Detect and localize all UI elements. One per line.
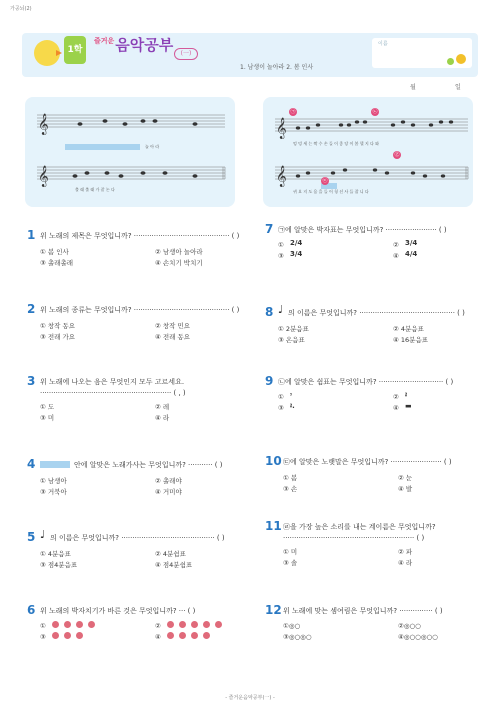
questions_left-question-text-1: 위 노래의 제목은 무엇입니까? ··········································· ( ): [40, 232, 240, 240]
questions_right-option-12-4[interactable]: ④◎○○◎○○: [398, 633, 438, 641]
questions_left-question-text-6: 위 노래의 박자치기가 바른 것은 무엇입니까? ··· ( ): [40, 607, 196, 615]
questions_right-question-number-10: 10: [265, 454, 282, 468]
marker-d: ㉣: [394, 152, 400, 158]
clap-icon: [88, 621, 95, 628]
questions_right-option-glyph-9-2: 𝄽: [405, 391, 408, 399]
questions_left-question-number-1: 1: [27, 228, 36, 242]
unit-subtitle: 1. 남생이 놀아라 2. 봄 인사: [240, 64, 314, 71]
questions_right-question-number-7: 7: [265, 222, 274, 236]
questions_right-question-text-11: ㉣을 가장 높은 소리를 내는 계이름은 무엇입니까?: [283, 523, 436, 531]
questions_right-question-number-11: 11: [265, 519, 282, 533]
questions_right-option-8-1[interactable]: ① 2분음표: [278, 325, 309, 333]
logo-title: [94, 34, 173, 55]
clap-icon: [191, 632, 198, 639]
questions_right-question-text-8: 의 이름은 무엇입니까? ··········································· ( ): [288, 309, 465, 317]
score-left-staff: [25, 97, 235, 207]
logo-pre: 즐거운: [94, 36, 115, 45]
clap-icon: [76, 632, 83, 639]
questions_right-option-9-2[interactable]: ②: [393, 393, 399, 401]
questions_left-question-number-4: 4: [27, 457, 36, 471]
tree-icon: [456, 54, 466, 64]
questions_right-option-10-2[interactable]: ② 눈: [398, 474, 413, 482]
questions_right-option-8-3[interactable]: ③ 온음표: [278, 336, 305, 344]
logo-main: 음악공부: [115, 36, 174, 54]
quarter-note-icon: ♩: [278, 303, 284, 316]
quarter-note-icon: ♩: [40, 528, 46, 541]
questions_right-option-11-3[interactable]: ③ 솔: [283, 559, 298, 567]
blank-box: [40, 461, 70, 468]
score-left-lyric-2: 촐 래 촐 래 가 잘 논 다: [75, 187, 115, 192]
questions_right-question-text-7: ㉠에 알맞은 박자표는 무엇입니까? ······················· ( ): [278, 226, 447, 234]
name-label: 이름: [378, 41, 388, 47]
questions_right-option-11-4[interactable]: ④ 라: [398, 559, 413, 567]
questions_right-question-number-8: 8: [265, 305, 274, 319]
questions_right-option-11-2[interactable]: ② 파: [398, 548, 413, 556]
clap-icon: [215, 621, 222, 628]
questions_left-option-6-2[interactable]: ②: [155, 622, 161, 630]
clap-icon: [64, 632, 71, 639]
clap-icon: [64, 621, 71, 628]
questions_left-option-4-2[interactable]: ② 촐래야: [155, 477, 182, 485]
questions_left-question-text-4: 안에 알맞은 노래가사는 무엇입니까? ··········· ( ): [74, 461, 223, 469]
questions_left-question-number-2: 2: [27, 302, 36, 316]
marker-a: ㉠: [290, 109, 296, 115]
questions_left-option-2-3[interactable]: ③ 전래 가요: [40, 333, 76, 341]
questions_left-option-3-1[interactable]: ① 도: [40, 403, 55, 411]
marker-c: ㉢: [322, 178, 328, 184]
questions_right-option-12-2[interactable]: ②◎○○: [398, 622, 421, 630]
date-month-label: 월: [410, 84, 416, 91]
marker-b: ㉡: [372, 109, 378, 115]
questions_left-option-2-1[interactable]: ① 창작 동요: [40, 322, 76, 330]
questions_left-question-dots-3: ··························································· ( , ): [40, 389, 186, 397]
clap-icon: [203, 621, 210, 628]
clap-icon: [52, 621, 59, 628]
questions_left-option-1-4[interactable]: ④ 손치기 박치기: [155, 259, 203, 267]
questions_left-option-4-4[interactable]: ④ 거미야: [155, 488, 182, 496]
svg-text:𝄞: 𝄞: [38, 166, 49, 187]
questions_right-option-glyph-7-2: 3/4: [405, 239, 418, 247]
questions_right-question-number-12: 12: [265, 603, 282, 617]
questions_right-option-glyph-9-1: 𝄾: [290, 391, 292, 399]
score-panel-left: [25, 97, 235, 207]
questions_right-question-text-9: ㉡에 알맞은 쉼표는 무엇입니까? ····························· ( ): [278, 378, 454, 386]
questions_right-question-text-12: 위 노래에 맞는 셈여림은 무엇입니까? ··············· ( ): [283, 607, 443, 615]
questions_left-option-4-1[interactable]: ① 남생아: [40, 477, 67, 485]
questions_right-option-9-3[interactable]: ③: [278, 404, 284, 412]
questions_right-option-10-4[interactable]: ④ 발: [398, 485, 413, 493]
questions_left-option-3-2[interactable]: ② 레: [155, 403, 170, 411]
svg-text:𝄞: 𝄞: [276, 166, 287, 187]
questions_right-option-glyph-7-3: 3/4: [290, 250, 303, 258]
questions_left-option-5-3[interactable]: ③ 점4분음표: [40, 561, 78, 569]
questions_left-option-4-3[interactable]: ③ 거북아: [40, 488, 67, 496]
clap-icon: [167, 621, 174, 628]
questions_left-option-6-4[interactable]: ④: [155, 633, 161, 641]
svg-text:𝄞: 𝄞: [276, 118, 287, 139]
svg-text:𝄞: 𝄞: [38, 114, 49, 135]
questions_right-option-7-4[interactable]: ④: [393, 252, 399, 260]
grade-badge: 1학: [64, 36, 86, 64]
clap-icon: [76, 621, 83, 628]
questions_left-option-3-3[interactable]: ③ 미: [40, 414, 55, 422]
questions_left-option-2-2[interactable]: ② 창작 민요: [155, 322, 191, 330]
questions_left-option-5-2[interactable]: ② 4분쉼표: [155, 550, 186, 558]
tree-icon-small: [447, 58, 454, 65]
questions_right-option-12-1[interactable]: ①◎○: [283, 622, 301, 630]
questions_right-option-7-1[interactable]: ①: [278, 241, 284, 249]
unit-badge: (一): [174, 48, 198, 60]
questions_right-option-10-1[interactable]: ① 봄: [283, 474, 298, 482]
questions_left-option-6-1[interactable]: ①: [40, 622, 46, 630]
questions_left-question-text-5: 의 이름은 무엇입니까? ·········································· ( ): [50, 534, 225, 542]
questions_right-option-10-3[interactable]: ③ 손: [283, 485, 298, 493]
score-left-lyric-1: 놀 아 라: [145, 144, 160, 149]
clap-icon: [52, 632, 59, 639]
clap-icon: [203, 632, 210, 639]
questions_left-option-6-3[interactable]: ③: [40, 633, 46, 641]
questions_left-question-text-3: 위 노래에 나오는 음은 무엇인지 모두 고르세요.: [40, 378, 185, 386]
questions_right-option-glyph-9-4: ▬: [405, 402, 412, 410]
questions_left-question-number-6: 6: [27, 603, 36, 617]
date-day-label: 일: [455, 84, 461, 91]
questions_right-option-7-3[interactable]: ③: [278, 252, 284, 260]
questions_right-question-dots-11: ··························································· ( ): [283, 534, 425, 542]
questions_left-option-1-2[interactable]: ② 남생아 놀아라: [155, 248, 203, 256]
questions_left-question-text-2: 위 노래의 종류는 무엇입니까? ··········································· ( ): [40, 306, 240, 314]
questions_right-question-number-9: 9: [265, 374, 274, 388]
page-footer: - 즐거운음악공부(一) -: [225, 695, 275, 701]
questions_right-option-8-4[interactable]: ④ 16분음표: [393, 336, 429, 344]
clap-icon: [179, 632, 186, 639]
questions_right-question-text-10: ㉢에 알맞은 노랫말은 무엇입니까? ······················· ( ): [283, 458, 452, 466]
page-code: 가공뇌(2): [10, 6, 32, 12]
questions_right-option-8-2[interactable]: ② 4분음표: [393, 325, 424, 333]
questions_left-option-3-4[interactable]: ④ 라: [155, 414, 170, 422]
score-right-lyric-1: 엉 덩 세 는 짝 수 손 들 이 좋 당 이 봄 헬 지 다 와: [293, 141, 380, 146]
questions_left-option-5-1[interactable]: ① 4분음표: [40, 550, 71, 558]
questions_left-option-1-3[interactable]: ③ 촐래촐래: [40, 259, 74, 267]
clap-icon: [167, 632, 174, 639]
questions_left-question-number-5: 5: [27, 530, 36, 544]
questions_right-option-12-3[interactable]: ③◎○◎○: [283, 633, 312, 641]
questions_right-option-glyph-7-1: 2/4: [290, 239, 303, 247]
questions_right-option-9-4[interactable]: ④: [393, 404, 399, 412]
score-panel-right: [263, 97, 473, 207]
chick-beak-icon: [56, 50, 62, 56]
questions_right-option-glyph-9-3: 𝄽.: [290, 402, 295, 410]
questions_right-option-glyph-7-4: 4/4: [405, 250, 418, 258]
questions_right-option-7-2[interactable]: ②: [393, 241, 399, 249]
clap-icon: [191, 621, 198, 628]
clap-icon: [179, 621, 186, 628]
questions_right-option-9-1[interactable]: ①: [278, 393, 284, 401]
questions_left-option-5-4[interactable]: ④ 점4분쉼표: [155, 561, 193, 569]
questions_left-option-2-4[interactable]: ④ 전래 동요: [155, 333, 191, 341]
questions_left-question-number-3: 3: [27, 374, 36, 388]
questions_left-option-1-1[interactable]: ① 봄 인사: [40, 248, 69, 256]
score-right-lyric-2: 귀 요 지 도 음 을 들 어 청 선 사 들 잡 니 다: [293, 189, 369, 194]
questions_right-option-11-1[interactable]: ① 미: [283, 548, 298, 556]
